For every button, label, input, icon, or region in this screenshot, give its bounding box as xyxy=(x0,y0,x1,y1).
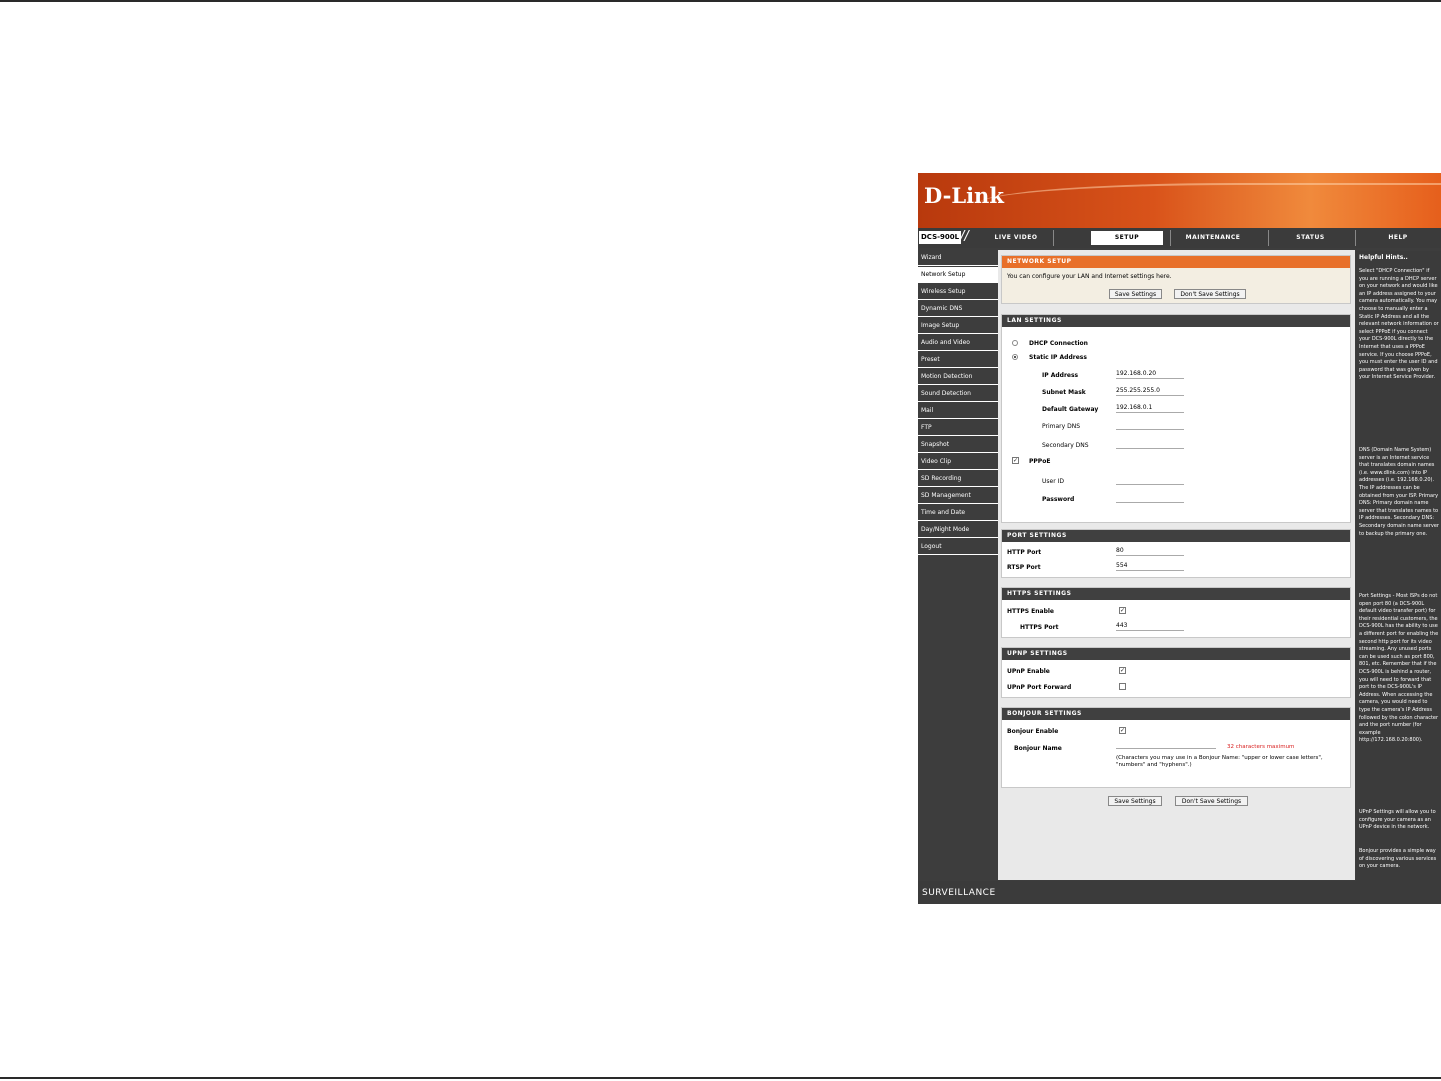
user-id-label: User ID xyxy=(1042,478,1064,485)
help-text-upnp: UPnP Settings will allow you to configure your camera as an UPnP device in the network. xyxy=(1359,809,1436,831)
bonjour-settings-heading: BONJOUR SETTINGS xyxy=(1002,708,1350,720)
sidebar-item-sound-detection[interactable]: Sound Detection xyxy=(918,386,998,402)
tab-divider xyxy=(1170,230,1171,246)
bonjour-enable-checkbox[interactable]: ✓ xyxy=(1120,727,1126,734)
primary-dns-input[interactable] xyxy=(1116,420,1184,430)
default-gateway-label: Default Gateway xyxy=(1042,406,1099,413)
sidebar-item-ftp[interactable]: FTP xyxy=(918,420,998,436)
http-port-label: HTTP Port xyxy=(1007,549,1042,556)
bonjour-chars-note: (Characters you may use in a Bonjour Name: "upper or lower case letters", "numbers" and "hyphens".) xyxy=(1116,755,1323,768)
upnp-port-forward-checkbox[interactable] xyxy=(1119,683,1126,690)
top-rule xyxy=(0,0,1441,2)
help-text-port: Port Settings - Most ISPs do not open port 80 (a DCS-900L default video transfer port) for their residential customers, the DCS-900L has the ability to use a different port for enabling the second http port for its video streaming. Any unused ports can be used such as port 800, 801, etc. Remember that if the DCS-900L is behind a router, you will need to forward that port to the DCS-900L's IP Address. When accessing the camera, you would need to type the camera's IP Address followed by the colon character and the port number (for example http://172.168.0.20:800). xyxy=(1359,593,1439,744)
footer-bar xyxy=(918,881,1441,904)
https-settings-panel xyxy=(1001,587,1351,638)
secondary-dns-label: Secondary DNS xyxy=(1042,442,1089,449)
upnp-enable-label: UPnP Enable xyxy=(1007,668,1050,675)
secondary-dns-input[interactable] xyxy=(1116,439,1184,449)
network-setup-panel xyxy=(1001,255,1351,304)
static-ip-radio[interactable] xyxy=(1012,354,1018,360)
network-setup-heading: NETWORK SETUP xyxy=(1002,256,1350,268)
sidebar xyxy=(918,250,998,880)
bonjour-max-note: 32 characters maximum xyxy=(1227,744,1295,750)
sidebar-item-preset[interactable]: Preset xyxy=(918,352,998,368)
sidebar-item-audio-video[interactable]: Audio and Video xyxy=(918,335,998,351)
dhcp-radio[interactable] xyxy=(1012,340,1018,346)
user-id-input[interactable] xyxy=(1116,475,1184,485)
model-slashes: // xyxy=(960,229,969,244)
https-settings-heading: HTTPS SETTINGS xyxy=(1002,588,1350,600)
help-text-connection: Select "DHCP Connection" if you are running a DHCP server on your network and would like an IP address assigned to your camera automatically. You may choose to manually enter a Static IP Address and all the relevant network information or select PPPoE if you connect your DCS-900L directly to the Internet that uses a PPPoE service. If you choose PPPoE, you must enter the user ID and password that was given by your Internet Service Provider. xyxy=(1359,268,1439,381)
upnp-enable-checkbox[interactable]: ✓ xyxy=(1120,667,1126,674)
sidebar-item-mail[interactable]: Mail xyxy=(918,403,998,419)
banner-swoosh xyxy=(978,183,1441,225)
tab-help[interactable]: HELP xyxy=(1388,234,1408,241)
sidebar-item-image-setup[interactable]: Image Setup xyxy=(918,318,998,334)
help-text-dns: DNS (Domain Name System) server is an Internet service that translates domain names (i.e. www.dlink.com) into IP addresses (i.e. 192.168.0.20). The IP addresses can be obtained from your ISP. Primary DNS: Primary domain name server that translates names to IP addresses. Secondary DNS: Secondary domain name server to backup the primary one. xyxy=(1359,447,1439,537)
lan-settings-panel xyxy=(1001,314,1351,523)
static-ip-label: Static IP Address xyxy=(1029,354,1087,361)
sidebar-item-logout[interactable]: Logout xyxy=(918,539,998,555)
tab-divider xyxy=(1355,230,1356,246)
password-label: Password xyxy=(1042,496,1075,503)
sidebar-item-video-clip[interactable]: Video Clip xyxy=(918,454,998,470)
upnp-settings-panel xyxy=(1001,647,1351,698)
save-settings-button-top[interactable]: Save Settings xyxy=(1109,289,1162,299)
bonjour-name-input[interactable] xyxy=(1116,739,1216,749)
upnp-settings-heading: UPNP SETTINGS xyxy=(1002,648,1350,660)
sidebar-item-sd-recording[interactable]: SD Recording xyxy=(918,471,998,487)
sidebar-item-wizard[interactable]: Wizard xyxy=(918,250,998,266)
tab-divider xyxy=(1053,230,1054,246)
pppoe-label: PPPoE xyxy=(1029,458,1051,465)
password-input[interactable] xyxy=(1116,493,1184,503)
save-settings-button-bottom[interactable]: Save Settings xyxy=(1108,796,1162,806)
dlink-logo: D-Link xyxy=(924,183,1004,208)
sidebar-item-time-date[interactable]: Time and Date xyxy=(918,505,998,521)
default-gateway-input[interactable]: 192.168.0.1 xyxy=(1116,403,1184,413)
sidebar-item-day-night-mode[interactable]: Day/Night Mode xyxy=(918,522,998,538)
pppoe-checkbox[interactable]: ✓ xyxy=(1013,457,1019,464)
upnp-port-forward-label: UPnP Port Forward xyxy=(1007,684,1072,691)
http-port-input[interactable]: 80 xyxy=(1116,546,1184,556)
tab-live-video[interactable]: LIVE VIDEO xyxy=(994,234,1038,241)
ip-address-label: IP Address xyxy=(1042,372,1079,379)
bonjour-settings-panel xyxy=(1001,707,1351,788)
rtsp-port-input[interactable]: 554 xyxy=(1116,561,1184,571)
footer-surveillance-text: SURVEILLANCE xyxy=(922,888,996,898)
https-port-input[interactable]: 443 xyxy=(1116,621,1184,631)
https-port-label: HTTPS Port xyxy=(1020,624,1059,631)
ip-address-input[interactable]: 192.168.0.20 xyxy=(1116,369,1184,379)
primary-dns-label: Primary DNS xyxy=(1042,423,1081,430)
bottom-rule xyxy=(0,1077,1441,1079)
sidebar-item-sd-management[interactable]: SD Management xyxy=(918,488,998,504)
https-enable-checkbox[interactable]: ✓ xyxy=(1120,607,1126,614)
rtsp-port-label: RTSP Port xyxy=(1007,564,1041,571)
subnet-mask-label: Subnet Mask xyxy=(1042,389,1086,396)
model-label: DCS-900L xyxy=(919,231,961,244)
help-title: Helpful Hints.. xyxy=(1359,254,1408,261)
help-text-bonjour: Bonjour provides a simple way of discovering various services on your camera. xyxy=(1359,848,1437,870)
dont-save-settings-button-top[interactable]: Don't Save Settings xyxy=(1174,289,1246,299)
sidebar-item-dynamic-dns[interactable]: Dynamic DNS xyxy=(918,301,998,317)
subnet-mask-input[interactable]: 255.255.255.0 xyxy=(1116,386,1184,396)
sidebar-item-motion-detection[interactable]: Motion Detection xyxy=(918,369,998,385)
tab-maintenance[interactable]: MAINTENANCE xyxy=(1185,234,1241,241)
sidebar-item-snapshot[interactable]: Snapshot xyxy=(918,437,998,453)
camera-web-ui-screenshot xyxy=(918,173,1441,904)
bonjour-enable-label: Bonjour Enable xyxy=(1007,728,1059,735)
network-setup-description: You can configure your LAN and Internet settings here. xyxy=(1007,273,1172,280)
port-settings-heading: PORT SETTINGS xyxy=(1002,530,1350,542)
port-settings-panel xyxy=(1001,529,1351,578)
lan-settings-heading: LAN SETTINGS xyxy=(1002,315,1350,327)
help-column xyxy=(1356,251,1441,881)
dont-save-settings-button-bottom[interactable]: Don't Save Settings xyxy=(1175,796,1248,806)
tab-divider xyxy=(1268,230,1269,246)
tab-status[interactable]: STATUS xyxy=(1296,234,1325,241)
tab-setup[interactable]: SETUP xyxy=(1091,231,1163,245)
sidebar-item-wireless-setup[interactable]: Wireless Setup xyxy=(918,284,998,300)
dhcp-label: DHCP Connection xyxy=(1029,340,1088,347)
header-banner xyxy=(918,173,1441,228)
bonjour-name-label: Bonjour Name xyxy=(1014,745,1062,752)
main-content xyxy=(998,250,1355,880)
https-enable-label: HTTPS Enable xyxy=(1007,608,1054,615)
sidebar-item-network-setup[interactable]: Network Setup xyxy=(918,267,998,283)
main-tab-bar xyxy=(918,228,1441,248)
